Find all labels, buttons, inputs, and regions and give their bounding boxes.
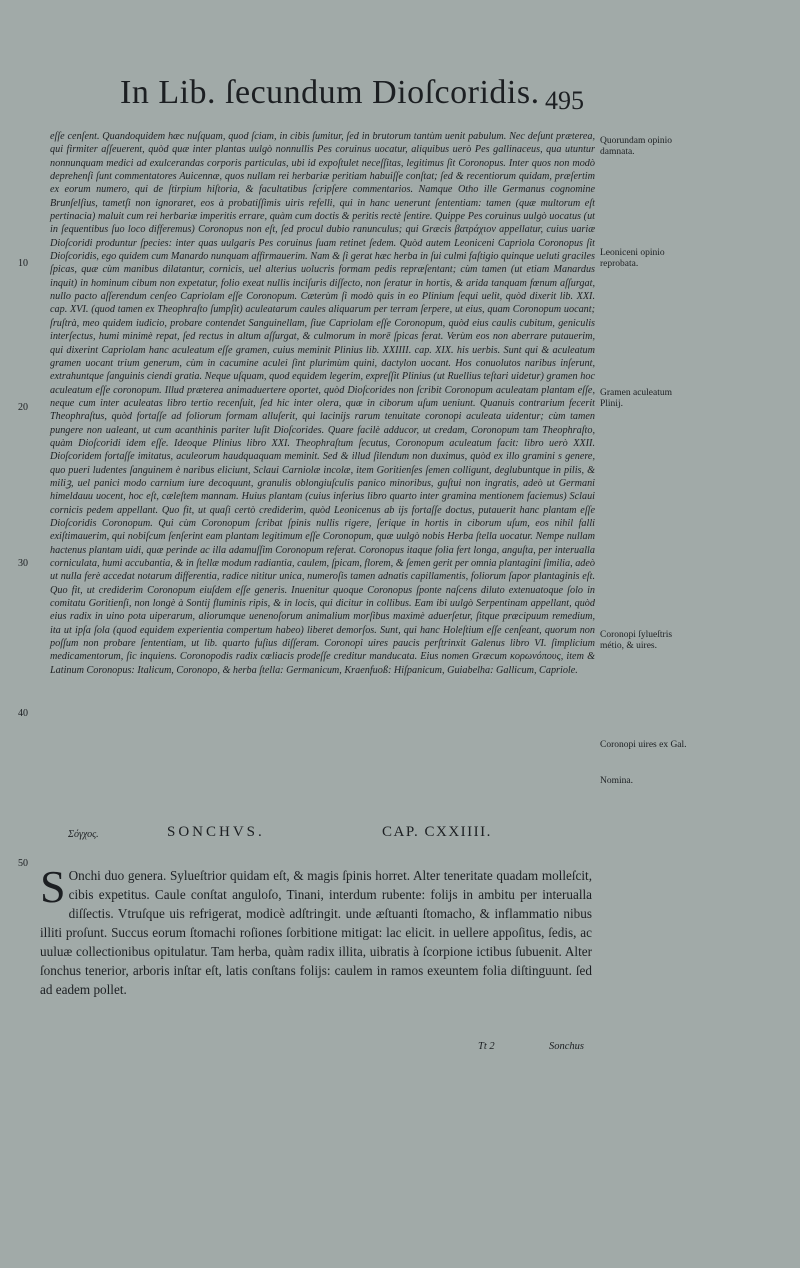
chapter-name: SONCHVS. xyxy=(167,824,265,840)
commentary-text: eſſe cenſent. Quandoquidem hæc nuſquam, quod ſciam, in cibis ſumitur, ſed in brutorum tantùm uenit pabulum. Nec deſunt præterea, qui firmiter aſſeuerent, quòd quæ inter plantas uulgò nonnullis Pes coruinus uocatur, aliquibus uerò Pes gallinaceus, qua utuntur nonnunquam medici ad exulcerandas corporis particulas, ubi id expoſtulet neceſſitas, legitimus ſit Coronopus. Inter quos non modò deprehenſi ſunt commentatores Auicennæ, quos nullam rei herbariæ peritiam habuiſſe conſtat; ſed & recentiorum quidam, præſertim ex eorum numero, qui de ſtirpium hiſtoria, & facultatibus ſcripſere commentarios. Namque Otho ille Germanus cognomine Brunſelſius, tametſi non ignoraret, eos à probatiſſimis uiris refelli, qui in hanc uenerunt ſententiam: tamen (quæ multorum eſt pertinacia) maluit cum rei herbariæ imperitis errare, quàm cum doctis & peritis rectè ſentire. Quippe Pes coruinus uulgò uocatus (ut in ſequentibus ſuo loco differemus) Coronopus non eſt, ſed procul dubio ranunculus; qui Græcis βατράχιον appellatur, cuius uariæ Dioſcoridi produntur ſpecies: inter quas uulgaris Pes coruinus ſuam retinet ſedem. Quòd autem Leoniceni Capriola Coronopus ſit Dioſcoridis, ego quidem cum Manardo nunquam affirmauerim. Nam & ſi gerat hæc herba in ſui culmi faſtigio quinque ueluti graciles ſpicas, quæ cùm manibus dilatantur, cornicis, uel alterius uolucris formam pedis repræſentant; cùm tamen (ut etiam Manardus inquit) in hominum cibum non expetatur, folio exeat nullis inciſuris diſſecto, non ſeratur in hortis, & arida tanquam fœnum aſſurgat, nullo pacto aſſerendum cenſeo Capriolam eſſe Coronopum. Cæterùm ſi modò quis in eo Plinium ſequi uelit, quòd dixerit lib. XXI. cap. XVI. (quod tamen ex Theophraſto ſumpſit) aculeatarum caules aliquarum per terram ſerpere, ut eius, quam Coronopum uocant; ſruſtrà, meo quidem iudicio, probare contendet Sanguinellam, ſiue Capriolam eſſe Coronopum, quòd eius caulis cubitum, geniculis interſectus, humi minimè repat, ſed rectus in altum aſſurgat, & culmorum in morē ſpicas ferat. Verùm eos non aberrare putauerim, qui dixerint Capriolam hanc aculeatum eſſe gramen, cuius meminit Plinius lib. XXIIII. cap. XIX. his uerbis. Sunt qui & aculeatum gramen uocant trium generum, cùm in cacumine aculei ſint plurimùm quini, dactylon uocant. Hos conuolutos naribus inſerunt, extrahuntque ſanguinis ciendi gratia. Neque uſquam, quod equidem legerim, expreſſit Plinius (ut Ruellius teſtari uidetur) gramen hoc aculeatum eſſe coronopum. Illud præterea animaduertere oportet, quòd Dioſcorides non ſcribit Coronopum aculeatam plantam eſſe, neque cum inter aculeatas libro tertio recenſuit, ſed hic inter olera, quæ in ciborum uſum ueniunt. Quanuis contrarium fecerit Theophraſtus, quòd fortaſſe ad foliorum formam alluſerit, qui lacinijs rarum tenuitate coronopi aculeata uidentur; cùm tamen pungere non ualeant, ut cum acanthinis pariter luſit Dioſcorides. Quare facilè adducor, ut credam, Coronopum tam Theophraſto, quàm Dioſcoridi idem eſſe. Ideoque Plinius libro XXI. Theophraſtum ſecutus, Coronopum aculeatum facit: libro uerò XXII. Dioſcoridem fortaſſe imitatus, aculeorum haudquaquam meminit. Sed & illud ſilendum non duximus, quòd ex illo gramini s genere, quo pueri ludentes ſanguinem è naribus eliciunt, Sclaui Carniolæ incolæ, item Goritienſes ſemen colligunt, deglubuntque in pilis, & miliꝫ, uel panici modo carnium iure decoquunt, granulis oblongiuſculis panico minoribus, guſtui non ingratis, adeò ut Germani himeldauu uocent, hoc eſt, cæleſtem mannam. Huius plantam (cuius inferius libro quarto inter gramina mentionem faciemus) Sclaui cornicis pedem appellant. Quo fit, ut quaſi certò crediderim, quòd Leonicenus ab ijs fortaſſe doctus, putauerit hanc plantam eſſe Dioſcoridis Coronopum. Qui cùm Coronopum ſcribat ſpinis nullis rigere, ſerique in hortis in ciborum uſum, eos nihil falli exiſtimauerim, qui nobiſcum ſenſerint eam plantam legitimum eſſe Coronopum, quæ uulgò nobis Herba ſtella uocatur. Nempe nullam hactenus plantam uidi, quæ perinde ac illa adamuſſim Coronopum referat. Coronopus itaque folia fert longa, anguſta, per interualla corniculata, humi accubantia, & in ſtellæ modum radiantia, caulem, ſpicam, florem, & ſemen gerit per omnia plantagini ſimilia, adeò ut nulla ferè accedat notarum differentia, radice nititur unica, numeroſis tamen adnatis capillamentis, foliorum ſapor plantaginis eſt. Quo fit, ut crediderim Coronopum eiuſdem eſſe generis. Inuenitur quoque Coronopus ſponte naſcens diluto extenuatoque ſolo in comitatu Goritienſi, non longè à Sontij fluminis ripis, & in locis, qui dicitur in collibus. Eam ibi uulgò Serpentinam appellant, quòd eius radix in uino pota uiperarum, aliorumque uenenoſorum animalium morſibus maximè aduerſetur, ſitque præcipuum remedium, ita ut ipſa ſola (quod equidem experientia compertum habeo) liberet demorſos. Sunt, qui hanc Holeſtium eſſe cenſeant, quorum non poſſum non probare ſententiam, ut lib. quarto fuſius diſſeram. Coronopi uires paucis perſtrinxit Galenus libro VI. ſimplicium medicamentorum, ſic inquiens. Coronopodis radix cœliacis prodeſſe creditur manducata. Eius nomen Græcum κορωνόπους, item & Latinum Coronopus: Italicum, Coronopo, & herba ſtella: Germanicum, Kraenfuoß: Hiſpanicum, Guiabelha: Gallicum, Capriole. xyxy=(50,131,595,676)
line-number-10: 10 xyxy=(18,258,28,269)
main-text-block xyxy=(40,861,592,999)
margin-note-coronopi-sylvestris: Coronopi ſylueſtris métio, & uires. xyxy=(600,630,673,651)
line-number-20: 20 xyxy=(18,402,28,413)
margin-note-quorundam: Quorundam opinio damnata. xyxy=(600,136,673,157)
signature-mark: Tt 2 xyxy=(478,1041,495,1052)
main-paragraph-text: Onchi duo genera. Sylueſtrior quidam eſt, & magis ſpinis horret. Alter teneritate quadam molleſcit, cibis expetitus. Caule conſtat anguloſo, Tinani, interdum rubente: folijs in ambitu per interualla diſſectis. Vtruſque uis refrigerat, modicè adſtringit. unde æſtuanti ſtomacho, & inflammatio nibus illiti proſunt. Succus eorum ſtomachi roſiones ſorbitione mitigat: lac elicit. in uellere appoſitus, ſedis, ac uuluæ collectionibus opitulatur. Tam herba, quàm radix illita, uibratis à ſcorpione ictibus ſubuenit. Alter ſonchus tenerior, arboris inſtar eſt, latis conſtans folijs: caulem in ramos exeuntem folia diſtinguunt. ſed ad eadem pollet. xyxy=(40,868,592,997)
chapter-number: CAP. CXXIIII. xyxy=(382,824,492,840)
margin-note-leoniceni: Leoniceni opinio reprobata. xyxy=(600,248,665,269)
page-number: 495 xyxy=(545,86,584,115)
main-paragraph xyxy=(40,861,592,999)
chapter-greek-name: Σόγχος. xyxy=(68,829,99,840)
line-number-40: 40 xyxy=(18,708,28,719)
line-number-50: 50 xyxy=(18,858,28,869)
margin-note-nomina: Nomina. xyxy=(600,776,633,786)
catchword: Sonchus xyxy=(549,1041,584,1052)
drop-cap: S xyxy=(40,861,66,912)
margin-note-coronopi-vires: Coronopi uires ex Gal. xyxy=(600,740,687,750)
commentary-block xyxy=(50,130,595,677)
line-number-30: 30 xyxy=(18,558,28,569)
page-header-title: In Lib. ſecundum Dioſcoridis. xyxy=(120,74,540,111)
margin-note-gramen: Gramen aculeatum Plinij. xyxy=(600,388,673,409)
